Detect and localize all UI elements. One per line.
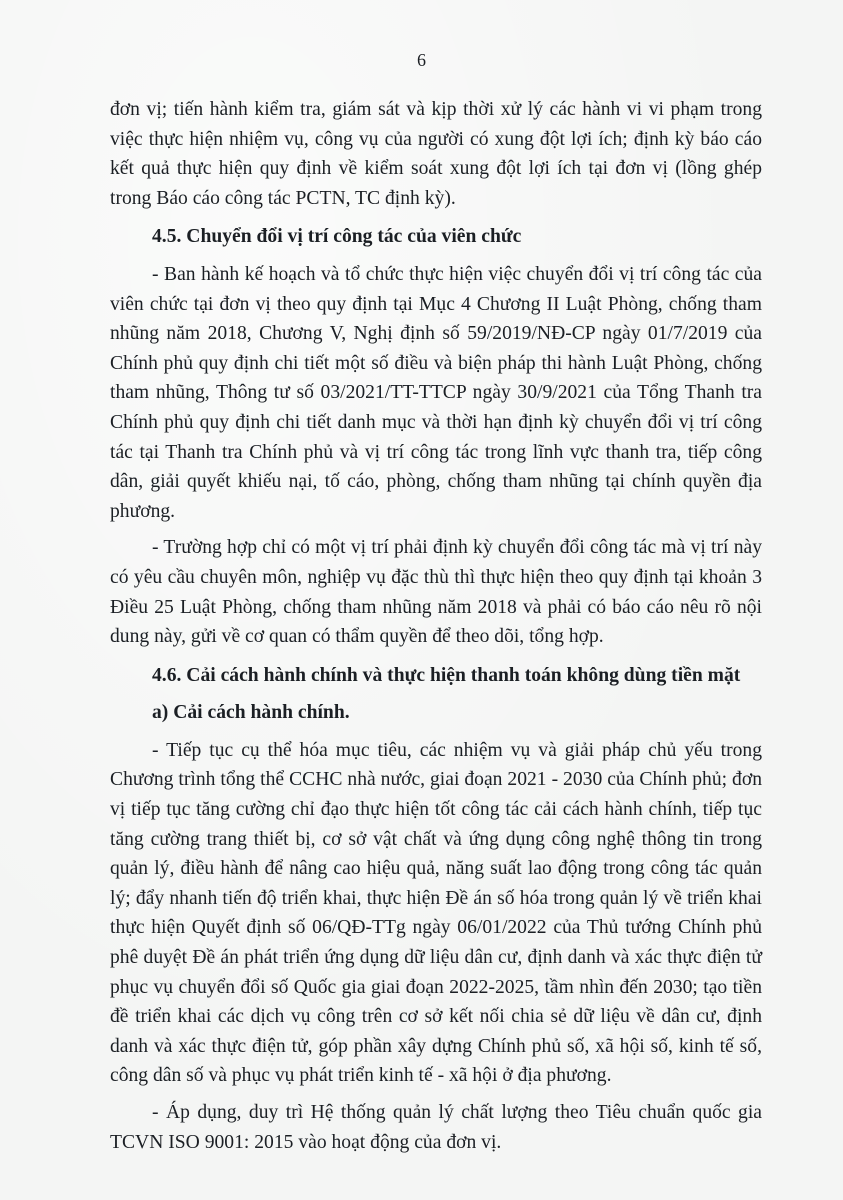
section-4-5-paragraph-1: - Ban hành kế hoạch và tổ chức thực hiện việc chuyển đổi vị trí công tác của viên chức tại đơn vị theo quy định tại Mục 4 Chương II Luật Phòng, chống tham nhũng năm 2018, Chương V, Nghị định số 59/2019/NĐ-CP ngày 01/7/2019 của Chính phủ quy định chi tiết một số điều và biện pháp thi hành Luật Phòng, chống tham nhũng, Thông tư số 03/2021/TT-TTCP ngày 30/9/2021 của Tổng Thanh tra Chính phủ quy định chi tiết danh mục và thời hạn định kỳ chuyển đổi vị trí công tác tại Thanh tra Chính phủ và vị trí công tác trong lĩnh vực thanh tra, tiếp công dân, giải quyết khiếu nại, tố cáo, phòng, chống tham nhũng tại chính quyền địa phương.	[110, 263, 762, 522]
section-4-6-paragraph-1: - Tiếp tục cụ thể hóa mục tiêu, các nhiệm vụ và giải pháp chủ yếu trong Chương trình tổng thể CCHC nhà nước, giai đoạn 2021 - 2030 của Chính phủ; đơn vị tiếp tục tăng cường chỉ đạo thực hiện tốt công tác cải cách hành chính, tiếp tục tăng cường trang thiết bị, cơ sở vật chất và ứng dụng công nghệ thông tin trong quản lý, điều hành để nâng cao hiệu quả, năng suất lao động trong công tác quản lý; đẩy nhanh tiến độ triển khai, thực hiện Đề án số hóa trong quản lý về triển khai thực hiện Quyết định số 06/QĐ-TTg ngày 06/01/2022 của Thủ tướng Chính phủ phê duyệt Đề án phát triển ứng dụng dữ liệu dân cư, định danh và xác thực điện tử phục vụ chuyển đổi số Quốc gia giai đoạn 2022-2025, tầm nhìn đến 2030; tạo tiền đề triển khai các dịch vụ công trên cơ sở kết nối chia sẻ dữ liệu về dân cư, định danh và xác thực điện tử, góp phần xây dựng Chính phủ số, xã hội số, kinh tế số, công dân số và phục vụ phát triển kinh tế - xã hội ở địa phương.	[110, 739, 762, 1087]
intro-paragraph: đơn vị; tiến hành kiểm tra, giám sát và kịp thời xử lý các hành vi vi phạm trong việc thực hiện nhiệm vụ, công vụ của người có xung đột lợi ích; định kỳ báo cáo kết quả thực hiện quy định về kiểm soát xung đột lợi ích tại đơn vị (lồng ghép trong Báo cáo công tác PCTN, TC định kỳ).	[110, 99, 762, 209]
section-4-6-paragraph-2: - Áp dụng, duy trì Hệ thống quản lý chất lượng theo Tiêu chuẩn quốc gia TCVN ISO 9001: 2015 vào hoạt động của đơn vị.	[110, 1102, 762, 1153]
section-4-6-heading: 4.6. Cải cách hành chính và thực hiện thanh toán không dùng tiền mặt	[152, 664, 741, 686]
section-4-5-heading: 4.5. Chuyển đổi vị trí công tác của viên chức	[152, 226, 522, 248]
section-4-5-paragraph-2: - Trường hợp chỉ có một vị trí phải định kỳ chuyển đổi công tác mà vị trí này có yêu cầu chuyên môn, nghiệp vụ đặc thù thì thực hiện theo quy định tại khoản 3 Điều 25 Luật Phòng, chống tham nhũng năm 2018 và phải có báo cáo nêu rõ nội dung này, gửi về cơ quan có thẩm quyền để theo dõi, tổng hợp.	[110, 537, 762, 648]
section-4-6-subheading: a) Cải cách hành chính.	[152, 702, 350, 724]
page-number: 6	[417, 50, 426, 70]
document-body	[110, 95, 762, 1164]
